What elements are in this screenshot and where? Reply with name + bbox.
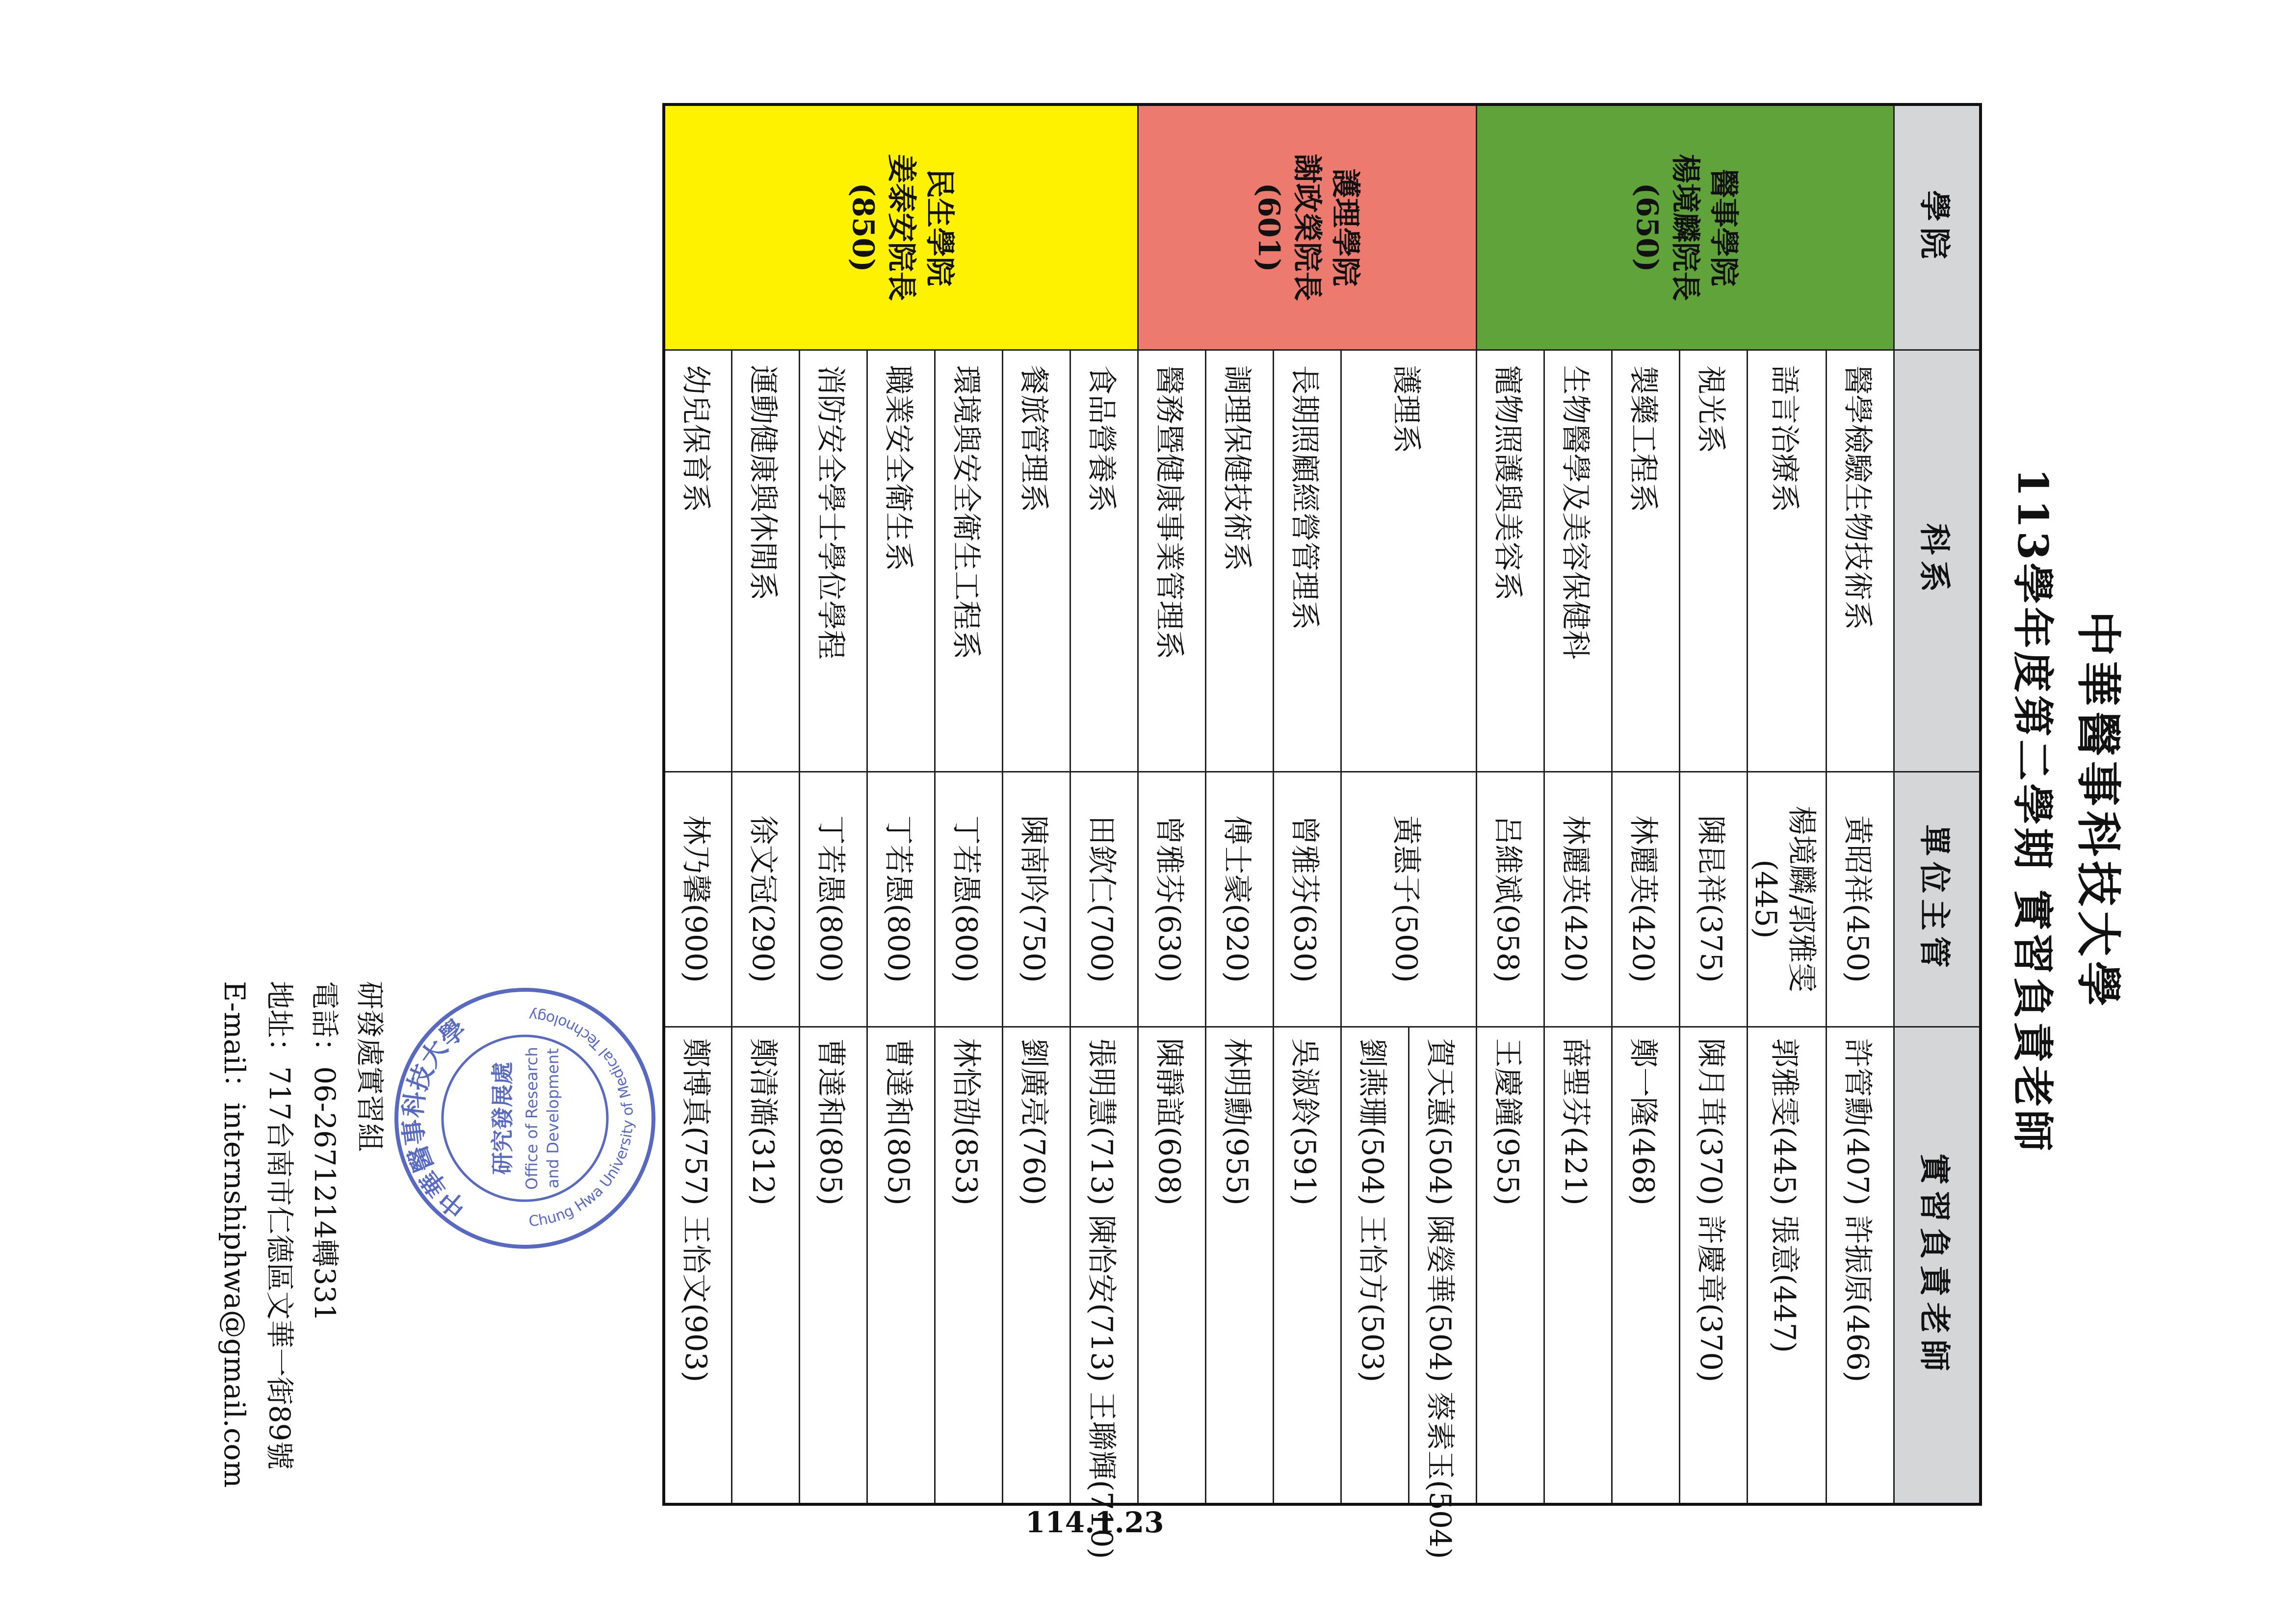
teachers-cell: 賀天蕙(504) 陳嫈華(504) 蔡素玉(504) <box>1409 1027 1477 1504</box>
teachers-cell: 鄭博真(757) 王怡文(903) <box>664 1027 732 1504</box>
department-cell: 環境與安全衛生工程系 <box>935 350 1003 772</box>
unit-head-cell <box>732 772 800 1027</box>
unit-head-name: 徐文冠(290) <box>746 815 781 983</box>
teachers-cell: 鄭一隆(468) <box>1612 1027 1680 1504</box>
column-header: 學院 <box>1894 104 1981 350</box>
teachers-cell: 張明慧(713) 陳怡安(713) 王聯輝(710) <box>1070 1027 1138 1504</box>
unit-head-name: 曾雅芬(630) <box>1287 815 1322 983</box>
department-cell: 醫務暨健康事業管理系 <box>1138 350 1206 772</box>
column-header: 實習負責老師 <box>1894 1027 1981 1504</box>
department-cell: 語言治療系 <box>1748 350 1826 772</box>
teachers-cell: 曹達和(805) <box>800 1027 867 1504</box>
department-cell: 視光系 <box>1680 350 1748 772</box>
department-cell: 寵物照護與美容系 <box>1477 350 1544 772</box>
unit-head-cell <box>867 772 935 1027</box>
department-cell: 調理保健技術系 <box>1206 350 1274 772</box>
college-code: (650) <box>1630 182 1664 272</box>
table-row <box>1070 104 1138 1504</box>
document-subtitle: 113學年度第二學期 實習負責老師 <box>2009 468 2057 1154</box>
unit-head-name: 曾雅芬(630) <box>1152 815 1187 983</box>
unit-head-cell <box>1138 772 1206 1027</box>
contact-address: 地址：717台南市仁德區文華一街89號 <box>263 981 296 1470</box>
svg-text:中華醫事科技大學 <box>398 1013 472 1223</box>
unit-head-cell <box>800 772 867 1027</box>
department-cell: 長期照顧經營管理系 <box>1274 350 1341 772</box>
unit-head-cell <box>1748 772 1826 1027</box>
unit-head-name: 陳昆祥(375) <box>1694 815 1728 983</box>
unit-head-cell <box>1003 772 1070 1027</box>
column-header: 科系 <box>1894 350 1981 772</box>
teachers-cell: 劉燕珊(504) 王怡方(503) <box>1341 1027 1409 1504</box>
stamp-office-en-2: and Development <box>544 1048 562 1188</box>
department-cell: 餐旅管理系 <box>1003 350 1070 772</box>
unit-head-name: 黃昭祥(450) <box>1840 815 1875 983</box>
college-name: 醫事學院 <box>1706 168 1741 286</box>
unit-head-cell <box>1341 772 1477 1027</box>
unit-head-cell <box>1274 772 1341 1027</box>
unit-head-name: 黃惠子(500) <box>1389 815 1424 983</box>
stamp-office-cn: 研究發展處 <box>489 1062 516 1175</box>
college-dean: 楊境麟院長 <box>1668 154 1702 301</box>
college-dean: 謝政榮院長 <box>1290 154 1325 301</box>
stamp-office-en-1: Office of Research <box>522 1047 541 1190</box>
unit-head-cell <box>664 772 732 1027</box>
department-cell: 運動健康與休閒系 <box>732 350 800 772</box>
teachers-cell: 郭雅雯(445) 張意(447) <box>1748 1027 1826 1504</box>
college-name: 民生學院 <box>922 168 957 286</box>
table-header-row <box>1894 104 1981 1504</box>
college-cell <box>664 104 1138 350</box>
table-row <box>1826 104 1894 1504</box>
contact-block <box>212 981 392 1488</box>
unit-head-name: 丁若愚(800) <box>949 815 984 983</box>
teachers-cell: 鄭清澔(312) <box>732 1027 800 1504</box>
table-row <box>1409 104 1477 1504</box>
unit-head-name: 丁若愚(800) <box>881 815 916 983</box>
department-cell: 生物醫學及美容保健科 <box>1544 350 1612 772</box>
college-cell <box>1477 104 1894 350</box>
column-header: 單位主管 <box>1894 772 1981 1027</box>
department-cell: 醫學檢驗生物技術系 <box>1826 350 1894 772</box>
college-name: 護理學院 <box>1328 168 1363 286</box>
contact-phone: 電話：06-2671214轉331 <box>308 981 341 1322</box>
unit-head-name: 呂維斌(958) <box>1490 815 1525 983</box>
department-cell: 消防安全學士學位學程 <box>800 350 867 772</box>
unit-head-cell <box>1070 772 1138 1027</box>
college-code: (601) <box>1252 182 1286 272</box>
unit-head-extension: (445) <box>1748 859 1783 939</box>
teachers-cell: 曹達和(805) <box>867 1027 935 1504</box>
stamp-ring-chinese: 中華醫事科技大學 <box>397 1013 472 1223</box>
unit-head-cell <box>1206 772 1274 1027</box>
document-date: 114.1.23 <box>1025 1506 1164 1539</box>
unit-head-name: 丁若愚(800) <box>813 815 848 983</box>
contact-office: 研發處實習組 <box>353 981 387 1152</box>
department-cell: 護理系 <box>1341 350 1477 772</box>
unit-head-name: 林麗英(420) <box>1626 815 1661 983</box>
teachers-cell: 陳月茸(370) 許慶章(370) <box>1680 1027 1748 1504</box>
college-code: (850) <box>846 182 881 272</box>
department-cell: 食品營養系 <box>1070 350 1138 772</box>
teachers-cell: 劉廣亮(760) <box>1003 1027 1070 1504</box>
university-title: 中華醫事科技大學 <box>2072 611 2125 1011</box>
unit-head-cell <box>1477 772 1544 1027</box>
department-cell: 幼兒保育系 <box>664 350 732 772</box>
teachers-cell: 薛聖芬(421) <box>1544 1027 1612 1504</box>
department-cell: 製藥工程系 <box>1612 350 1680 772</box>
unit-head-name: 林乃馨(900) <box>678 815 713 983</box>
teachers-cell: 陳靜誼(608) <box>1138 1027 1206 1504</box>
unit-head-cell <box>1680 772 1748 1027</box>
unit-head-name: 陳南吟(750) <box>1017 815 1051 983</box>
teachers-cell: 林怡劭(853) <box>935 1027 1003 1504</box>
unit-head-cell <box>1612 772 1680 1027</box>
teachers-cell: 吳淑鈴(591) <box>1274 1027 1341 1504</box>
contact-email[interactable]: E-mail：internshiphwa@gmail.com <box>218 981 251 1488</box>
college-dean: 姜泰安院長 <box>884 154 919 301</box>
teachers-cell: 許管勳(407) 許振原(466) <box>1826 1027 1894 1504</box>
unit-head-cell <box>1826 772 1894 1027</box>
teachers-cell: 王慶鐘(955) <box>1477 1027 1544 1504</box>
department-cell: 職業安全衛生系 <box>867 350 935 772</box>
office-seal-stamp <box>388 981 662 1256</box>
college-cell <box>1138 104 1477 350</box>
stamp-ring-english: Chung Hwa University of Medical Technology <box>528 1006 637 1231</box>
unit-head-name: 楊境麟/郭雅雯 <box>1784 805 1819 993</box>
unit-head-name: 林麗英(420) <box>1558 815 1593 983</box>
unit-head-cell <box>935 772 1003 1027</box>
unit-head-name: 田欽仁(700) <box>1084 815 1119 983</box>
unit-head-cell <box>1544 772 1612 1027</box>
unit-head-name: 傅士豪(920) <box>1220 815 1254 983</box>
teachers-cell: 林明勳(955) <box>1206 1027 1274 1504</box>
